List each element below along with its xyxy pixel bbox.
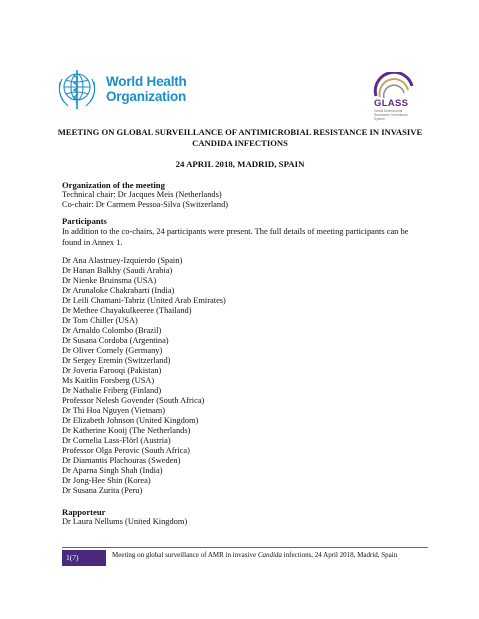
- page-number: 1(7): [62, 550, 106, 566]
- participant-item: Dr Leili Chamani-Tabriz (United Arab Emirates): [62, 296, 226, 305]
- participants-list: [62, 256, 226, 496]
- co-chair: Co-chair: Dr Carmem Pessoa-Silva (Switzerland): [62, 200, 229, 209]
- participant-item: Dr Tom Chiller (USA): [62, 316, 138, 325]
- organization-heading: Organization of the meeting: [62, 180, 165, 190]
- participant-item: Dr Methee Chayakulkeeree (Thailand): [62, 306, 192, 315]
- footer-text-before: Meeting on global surveillance of AMR in invasive: [112, 551, 258, 559]
- document-date: 24 APRIL 2018, MADRID, SPAIN: [175, 159, 305, 169]
- participant-item: Dr Jong-Hee Shin (Korea): [62, 476, 151, 485]
- glass-logo: [368, 72, 428, 120]
- footer-divider: [62, 547, 428, 548]
- glass-subtitle: Global Antimicrobial Resistance Surveillance System: [374, 109, 409, 121]
- participant-item: Dr Susana Cordoba (Argentina): [62, 336, 169, 345]
- participant-item: Dr Arnaldo Colombo (Brazil): [62, 326, 162, 335]
- who-emblem-icon: [54, 66, 100, 112]
- rapporteur-name: Dr Laura Nellums (United Kingdom): [62, 517, 188, 526]
- participant-item: Dr Cornelia Lass-Flörl (Austria): [62, 436, 171, 445]
- participants-heading: Participants: [62, 216, 107, 226]
- participant-item: Dr Oliver Cornely (Germany): [62, 346, 163, 355]
- participant-item: Dr Ana Alastruey-Izquierdo (Spain): [62, 256, 183, 265]
- participant-item: Dr Aparna Singh Shah (India): [62, 466, 163, 475]
- participant-item: Ms Kaitlin Forsberg (USA): [62, 376, 155, 385]
- participant-item: Dr Elizabeth Johnson (United Kingdom): [62, 416, 199, 425]
- who-line1: World Health: [106, 74, 187, 89]
- who-wordmark: [106, 74, 187, 104]
- participants-intro: In addition to the co-chairs, 24 participants were present. The full details of meeting participants can be found in Annex 1.: [62, 227, 409, 248]
- technical-chair: Technical chair: Dr Jacques Meis (Netherlands): [62, 190, 222, 199]
- footer-text-after: infections, 24 April 2018, Madrid, Spain: [281, 551, 398, 559]
- document-title: MEETING ON GLOBAL SURVEILLANCE OF ANTIMICROBIAL RESISTANCE IN INVASIVE CANDIDA INFECTIONS: [57, 127, 423, 148]
- participant-item: Dr Sergey Eremin (Switzerland): [62, 356, 171, 365]
- rapporteur-heading: Rapporteur: [62, 507, 106, 517]
- participant-item: Dr Susana Zurita (Peru): [62, 486, 143, 495]
- participant-item: Dr Nathalie Friberg (Finland): [62, 386, 162, 395]
- participant-item: Professor Olga Perovic (South Africa): [62, 446, 190, 455]
- who-logo: [54, 64, 204, 114]
- participant-item: Dr Nienke Bruinsma (USA): [62, 276, 157, 285]
- footer-text: [112, 551, 397, 559]
- glass-wordmark: GLASS: [374, 98, 409, 109]
- participant-item: Professor Nelesh Govender (South Africa): [62, 396, 205, 405]
- participant-item: Dr Arunaloke Chakrabarti (India): [62, 286, 175, 295]
- footer-text-italic: Candida: [257, 551, 282, 559]
- participant-item: Dr Thi Hoa Nguyen (Vietnam): [62, 406, 166, 415]
- participant-item: Dr Katherine Kooij (The Netherlands): [62, 426, 191, 435]
- participant-item: Dr Joveria Farooqi (Pakistan): [62, 366, 162, 375]
- participant-item: Dr Hanan Balkhy (Saudi Arabia): [62, 266, 173, 275]
- participant-item: Dr Diamantis Plachouras (Sweden): [62, 456, 181, 465]
- who-line2: Organization: [106, 89, 187, 104]
